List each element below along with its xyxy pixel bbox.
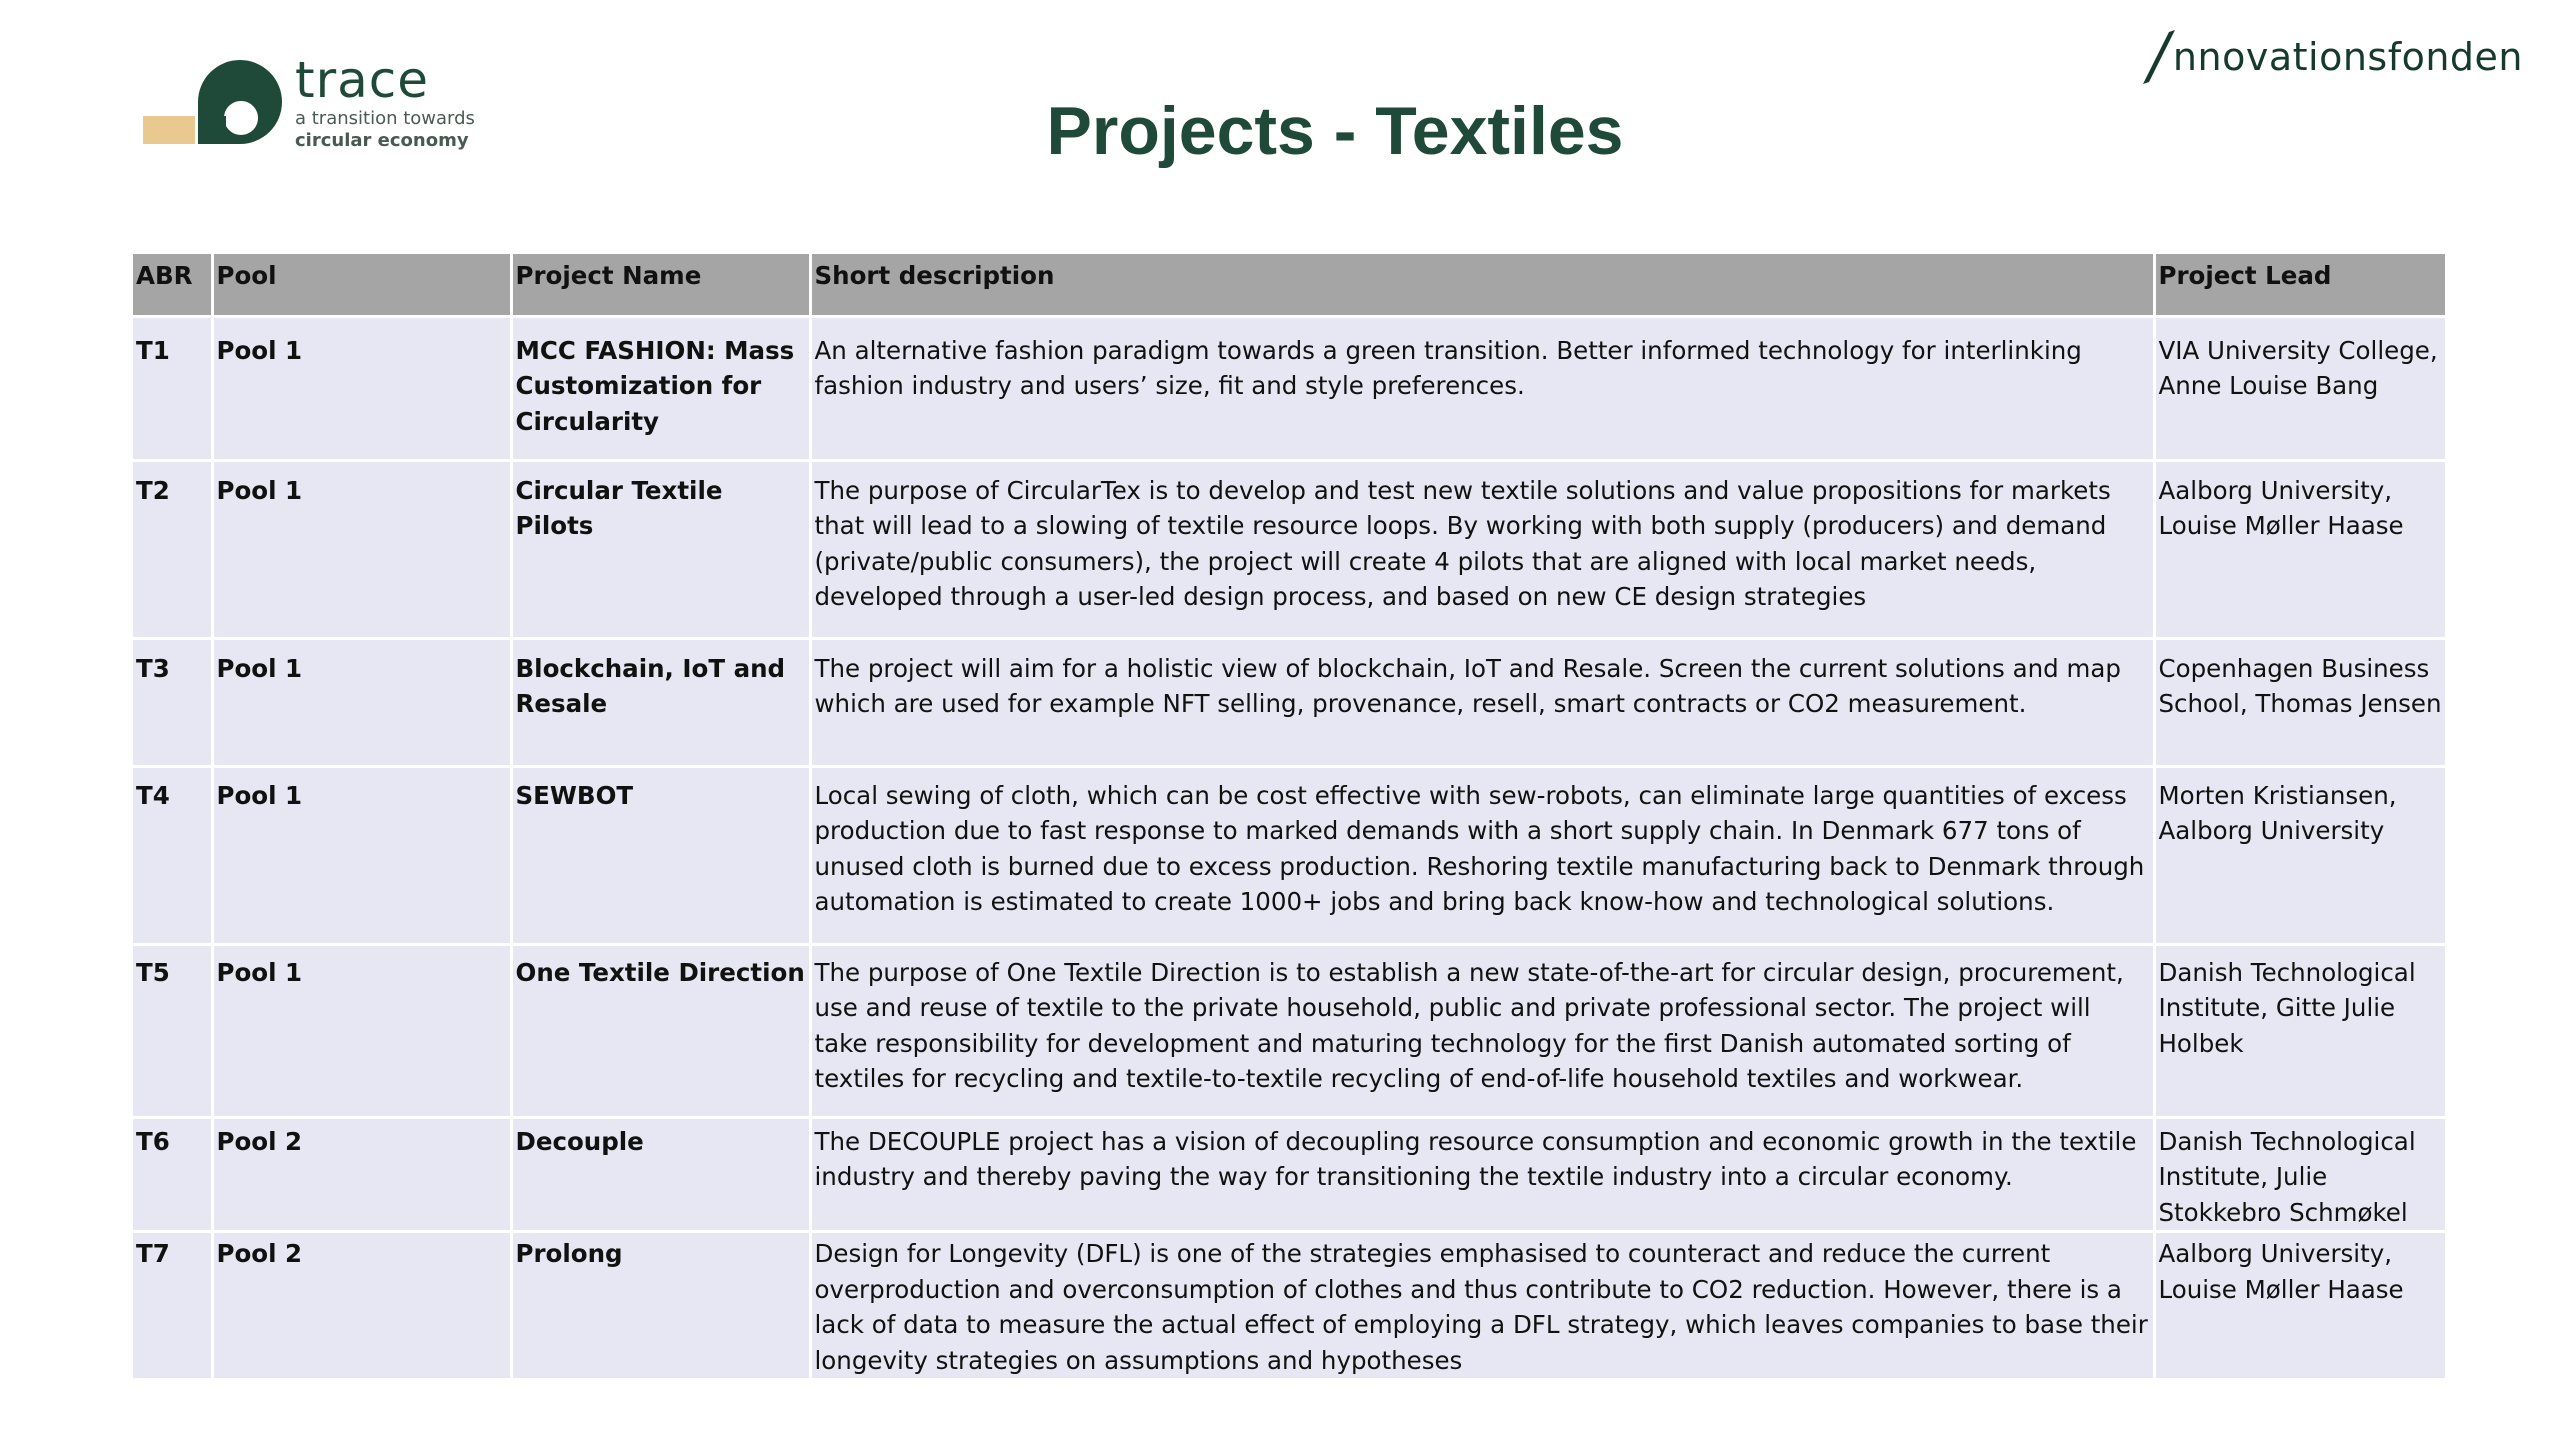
cell-project-lead: Copenhagen Business School, Thomas Jensen [2154, 638, 2445, 766]
innovationsfonden-wordmark: nnovationsfonden [2172, 35, 2523, 79]
header-project-lead: Project Lead [2154, 254, 2445, 316]
cell-project-lead: Aalborg University, Louise Møller Haase [2154, 1232, 2445, 1380]
cell-abr: T6 [133, 1117, 212, 1232]
innovationsfonden-logo [2139, 22, 2523, 92]
cell-pool: Pool 1 [212, 638, 511, 766]
table-row [133, 460, 2445, 638]
cell-project-name: SEWBOT [511, 766, 810, 944]
cell-abr: T3 [133, 638, 212, 766]
cell-pool: Pool 1 [212, 766, 511, 944]
cell-project-lead: VIA University College, Anne Louise Bang [2154, 316, 2445, 460]
trace-logo-wordmark: trace [295, 51, 430, 109]
cell-project-name: Prolong [511, 1232, 810, 1380]
header-abr: ABR [133, 254, 212, 316]
table-row [133, 1117, 2445, 1232]
table-row [133, 766, 2445, 944]
table-row [133, 638, 2445, 766]
table-row [133, 944, 2445, 1117]
cell-short-description: The project will aim for a holistic view of blockchain, IoT and Resale. Screen the current solutions and map which are used for example NFT selling, provenance, resell, smart contracts or CO2 measurement. [810, 638, 2154, 766]
cell-short-description: The purpose of CircularTex is to develop and test new textile solutions and value propositions for markets that will lead to a slowing of textile resource loops. By working with both supply (producers) and demand (private/public consumers), the project will create 4 pilots that are aligned with local market needs, developed through a user-led design process, and based on new CE design strategies [810, 460, 2154, 638]
cell-project-lead: Danish Technological Institute, Julie Stokkebro Schmøkel [2154, 1117, 2445, 1232]
cell-pool: Pool 1 [212, 460, 511, 638]
cell-project-name: Circular Textile Pilots [511, 460, 810, 638]
header-pool: Pool [212, 254, 511, 316]
page-title: Projects - Textiles [1046, 93, 1624, 169]
cell-abr: T2 [133, 460, 212, 638]
trace-logo-tagline-1: a transition towards [295, 108, 475, 129]
header-project-name: Project Name [511, 254, 810, 316]
cell-abr: T1 [133, 316, 212, 460]
cell-pool: Pool 1 [212, 944, 511, 1117]
cell-abr: T4 [133, 766, 212, 944]
cell-project-name: One Textile Direction [511, 944, 810, 1117]
cell-short-description: The purpose of One Textile Direction is to establish a new state-of-the-art for circular design, procurement, use and reuse of textile to the private household, public and private professional sector. The project will take responsibility for development and maturing technology for the first Danish automated sorting of textiles for recycling and textile-to-textile recycling of end-of-life household textiles and workwear. [810, 944, 2154, 1117]
cell-project-lead: Morten Kristiansen, Aalborg University [2154, 766, 2445, 944]
cell-project-name: Blockchain, IoT and Resale [511, 638, 810, 766]
cell-short-description: Local sewing of cloth, which can be cost effective with sew-robots, can eliminate large quantities of excess production due to fast response to marked demands with a short supply chain. In Denmark 677 tons of unused cloth is burned due to excess production. Reshoring textile manufacturing back to Denmark through automation is estimated to create 1000+ jobs and bring back know-how and technological solutions. [810, 766, 2154, 944]
header-short-description: Short description [810, 254, 2154, 316]
cell-project-name: MCC FASHION: Mass Customization for Circularity [511, 316, 810, 460]
cell-pool: Pool 2 [212, 1117, 511, 1232]
cell-pool: Pool 2 [212, 1232, 511, 1380]
cell-short-description: An alternative fashion paradigm towards a green transition. Better informed technology for interlinking fashion industry and users’ size, fit and style preferences. [810, 316, 2154, 460]
cell-project-lead: Danish Technological Institute, Gitte Julie Holbek [2154, 944, 2445, 1117]
cell-short-description: Design for Longevity (DFL) is one of the strategies emphasised to counteract and reduce the current overproduction and overconsumption of clothes and thus contribute to CO2 reduction. However, there is a lack of data to measure the actual effect of employing a DFL strategy, which leaves companies to base their longevity strategies on assumptions and hypotheses [810, 1232, 2154, 1380]
trace-logo-tagline-2: circular economy [295, 130, 469, 151]
table-header-row [133, 254, 2445, 316]
cell-abr: T7 [133, 1232, 212, 1380]
table-row [133, 316, 2445, 460]
cell-abr: T5 [133, 944, 212, 1117]
cell-short-description: The DECOUPLE project has a vision of decoupling resource consumption and economic growth in the textile industry and thereby paving the way for transitioning the textile industry into a circular economy. [810, 1117, 2154, 1232]
cell-project-lead: Aalborg University, Louise Møller Haase [2154, 460, 2445, 638]
cell-project-name: Decouple [511, 1117, 810, 1232]
table-row [133, 1232, 2445, 1380]
projects-table [133, 254, 2445, 1381]
cell-pool: Pool 1 [212, 316, 511, 460]
